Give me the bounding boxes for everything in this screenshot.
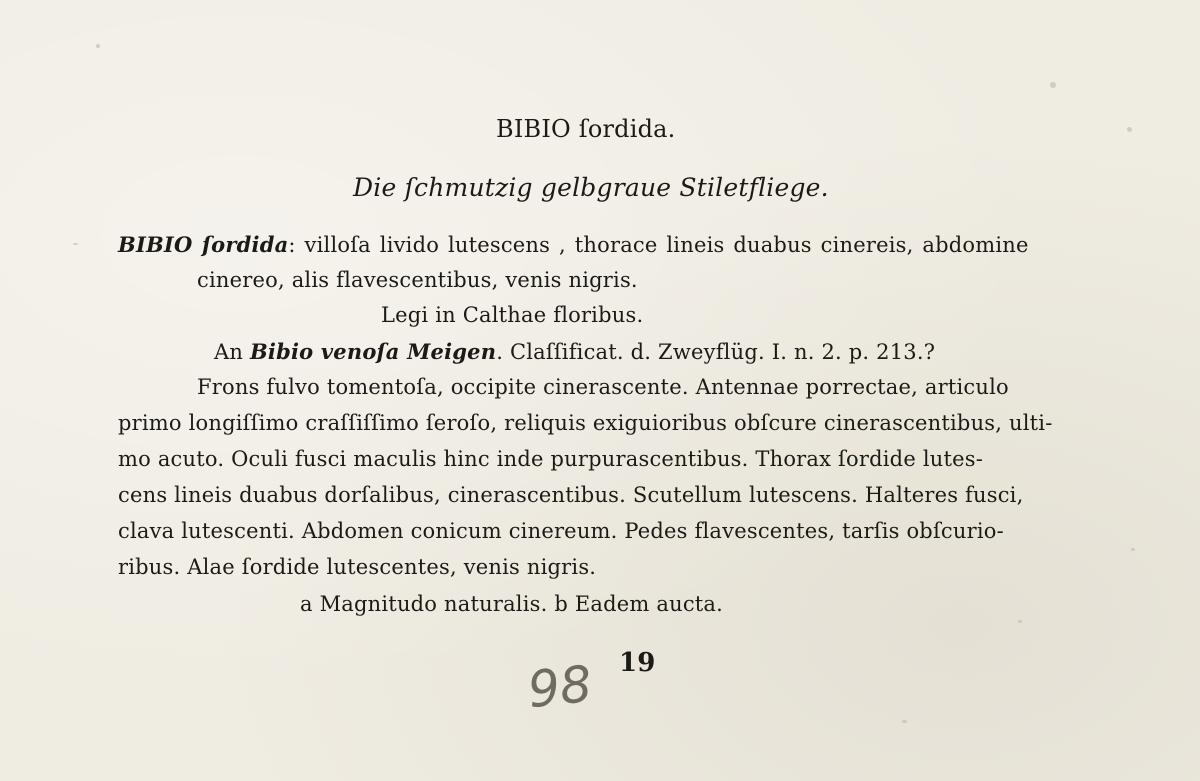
description-line: clava lutescenti. Abdomen conicum cinereum. Pedes flavescentes, tarſis obſcurio- <box>118 519 1004 543</box>
synonym-name: Bibio venoſa Meigen <box>249 339 497 364</box>
paper-speck <box>1131 548 1135 551</box>
paper-speck <box>96 44 100 48</box>
synonym-reference: . Claſſificat. d. Zweyflüg. I. n. 2. p. 213.? <box>496 340 936 364</box>
page-title: BIBIO ſordida. <box>496 115 676 143</box>
page-number: 19 <box>619 648 656 678</box>
paper-speck <box>1050 82 1056 88</box>
handwritten-number: 98 <box>525 654 595 720</box>
paper-speck <box>1127 127 1132 132</box>
description-line: Frons fulvo tomentoſa, occipite cinerascente. Antennae porrectae, articulo <box>197 375 1009 399</box>
definition-line-1 <box>118 232 1029 257</box>
paper-speck <box>73 243 78 245</box>
description-line: ribus. Alae ſordide lutescentes, venis nigris. <box>118 555 597 579</box>
synonym-line <box>214 339 935 364</box>
definition-lead: BIBIO ſordida <box>118 232 289 257</box>
paper-speck <box>1018 620 1022 623</box>
description-line: cens lineis duabus dorſalibus, cinerascentibus. Scutellum lutescens. Halteres fusci, <box>118 483 1024 507</box>
paper-speck <box>902 720 907 723</box>
description-line: primo longiſſimo craſſiſſimo ſeroſo, reliquis exiguioribus obſcure cinerascentibus, ulti- <box>118 411 1053 435</box>
definition-line-1-text: : villoſa livido lutescens , thorace lineis duabus cinereis, abdomine <box>288 233 1029 257</box>
page-subtitle: Die ſchmutzig gelbgraue Stiletfliege. <box>353 173 829 202</box>
magnitude-note: a Magnitudo naturalis. b Eadem aucta. <box>300 592 724 616</box>
locality-line: Legi in Calthae floribus. <box>381 303 644 327</box>
definition-line-2: cinereo, alis flavescentibus, venis nigris. <box>197 268 638 292</box>
description-line: mo acuto. Oculi fusci maculis hinc inde purpurascentibus. Thorax ſordide lutes- <box>118 447 983 471</box>
synonym-prefix: An <box>214 340 244 364</box>
